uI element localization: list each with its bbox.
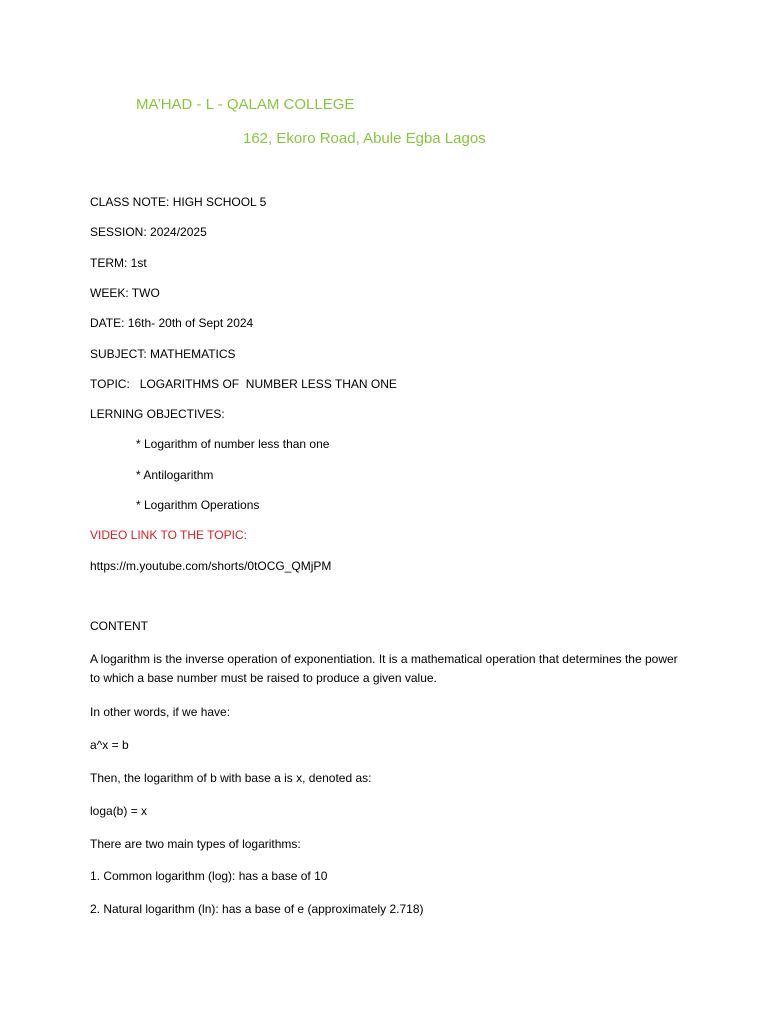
objective-item: * Antilogarithm [136,468,214,482]
date: DATE: 16th- 20th of Sept 2024 [90,316,254,330]
types-intro: There are two main types of logarithms: [90,837,301,851]
video-link-url[interactable]: https://m.youtube.com/shorts/0tOCG_QMjPM [90,559,332,573]
objectives-heading: LERNING OBJECTIVES: [90,407,225,421]
equation-1: a^x = b [90,738,129,752]
objective-item: * Logarithm Operations [136,498,260,512]
subject: SUBJECT: MATHEMATICS [90,347,236,361]
session: SESSION: 2024/2025 [90,225,207,239]
type-1: 1. Common logarithm (log): has a base of 10 [90,869,328,883]
then-line: Then, the logarithm of b with base a is x, denoted as: [90,771,372,785]
video-link-label: VIDEO LINK TO THE TOPIC: [90,528,247,542]
equation-2: loga(b) = x [90,804,148,818]
type-2: 2. Natural logarithm (ln): has a base of e (approximately 2.718) [90,902,424,916]
topic: TOPIC: LOGARITHMS OF NUMBER LESS THAN ONE [90,377,397,391]
content-intro: A logarithm is the inverse operation of exponentiation. It is a mathematical operation that determines the power to which a base number must be raised to produce a given value. [90,652,678,685]
term: TERM: 1st [90,256,147,270]
college-name: MA’HAD - L - QALAM COLLEGE [136,96,355,113]
college-address: 162, Ekoro Road, Abule Egba Lagos [243,130,486,147]
class-note: CLASS NOTE: HIGH SCHOOL 5 [90,195,267,209]
week: WEEK: TWO [90,286,160,300]
content-heading: CONTENT [90,619,148,633]
other-words-line: In other words, if we have: [90,705,231,719]
objective-item: * Logarithm of number less than one [136,437,330,451]
